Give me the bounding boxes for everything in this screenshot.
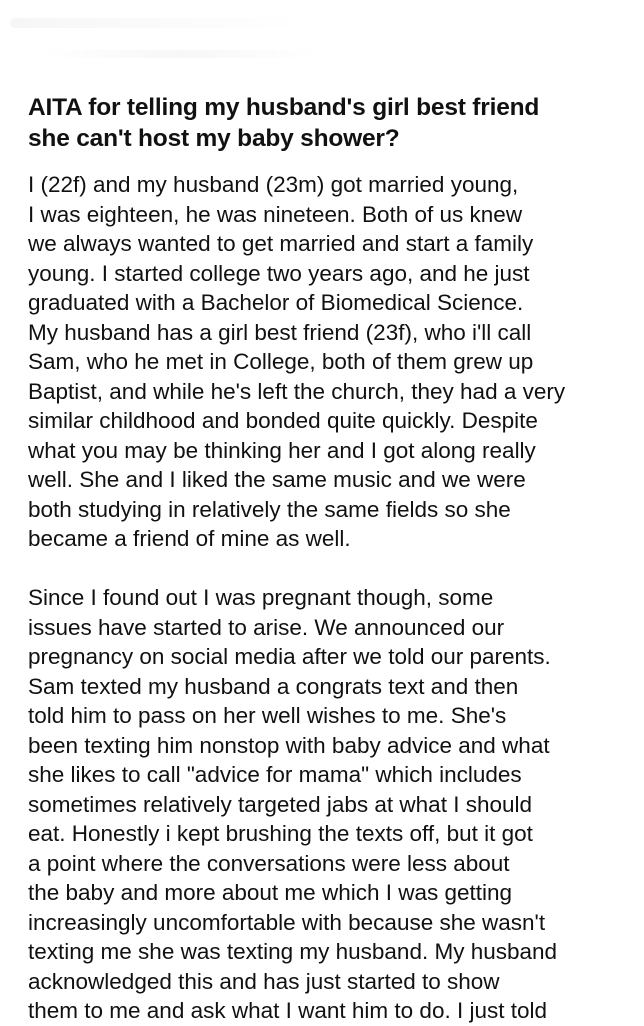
post-title (28, 92, 632, 154)
body-line: texting me she was texting my husband. My husband (28, 939, 558, 964)
body-line: sometimes relatively targeted jabs at what I should (28, 791, 532, 817)
body-line: I (22f) and my husband (23m) got married young, (28, 172, 519, 197)
body-line: what you may be thinking her and I got along really (28, 437, 536, 463)
body-line: Sam, who he met in College, both of them grew up (28, 349, 534, 374)
body-line: became a friend of mine as well. (28, 526, 351, 551)
post-body (28, 170, 632, 1026)
title-line: she can't host my baby shower? (28, 125, 400, 152)
body-line: I was eighteen, he was nineteen. Both of us knew (28, 201, 523, 227)
body-line: well. She and I liked the same music and we were (28, 467, 526, 492)
body-line: young. I started college two years ago, and he just (28, 260, 530, 286)
body-line: both studying in relatively the same fields so she (28, 496, 511, 522)
body-line: increasingly uncomfortable with because she wasn't (28, 909, 546, 935)
faded-text-remnant (10, 18, 310, 28)
body-line: pregnancy on social media after we told our parents. (28, 644, 551, 669)
title-line: AITA for telling my husband's girl best friend (28, 94, 540, 121)
body-line: them to me and ask what I want him to do. I just told (28, 998, 548, 1023)
body-line: Sam texted my husband a congrats text and then (28, 673, 519, 699)
body-line: issues have started to arise. We announced our (28, 614, 505, 640)
post (28, 92, 632, 1026)
body-line: the baby and more about me which I was getting (28, 880, 513, 905)
body-line: a point where the conversations were less about (28, 850, 510, 876)
faded-text-remnant (40, 50, 320, 58)
body-line: she likes to call "advice for mama" which includes (28, 762, 522, 787)
body-line: we always wanted to get married and start a family (28, 231, 534, 256)
body-line: similar childhood and bonded quite quickly. Despite (28, 408, 538, 433)
paragraph-2 (28, 583, 632, 1026)
paragraph-1 (28, 170, 632, 554)
body-line: graduated with a Bachelor of Biomedical Science. (28, 290, 524, 315)
top-faded-area (0, 0, 644, 80)
body-line: My husband has a girl best friend (23f), who i'll call (28, 319, 532, 345)
body-line: acknowledged this and has just started to show (28, 968, 500, 994)
body-line: been texting him nonstop with baby advice and what (28, 732, 550, 758)
body-line: Baptist, and while he's left the church, they had a very (28, 378, 566, 404)
body-line: Since I found out I was pregnant though, some (28, 585, 494, 610)
body-line: eat. Honestly i kept brushing the texts off, but it got (28, 821, 533, 846)
body-line: told him to pass on her well wishes to me. She's (28, 703, 507, 728)
